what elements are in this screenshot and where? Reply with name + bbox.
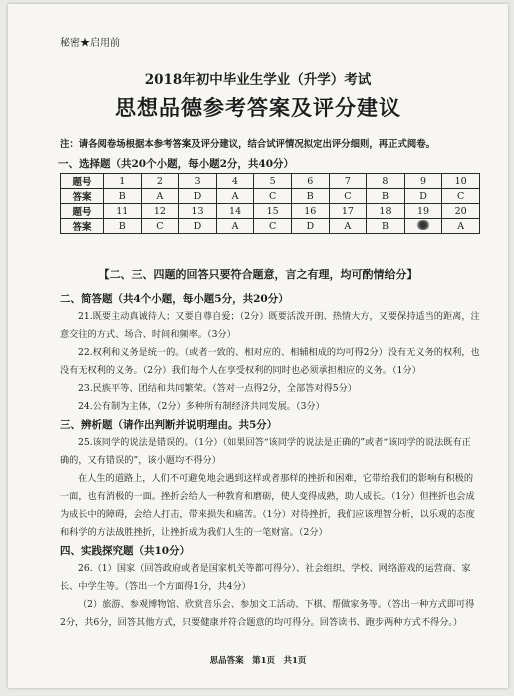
- grading-note: 注：请各阅卷场根据本参考答案及评分建议，结合试评情况拟定出评分细则，再正式阅卷。: [60, 139, 436, 150]
- row-label: 题号: [61, 204, 104, 219]
- question-number: 7: [329, 174, 367, 189]
- question-number: 10: [442, 174, 480, 189]
- exam-answer-page: [8, 4, 508, 688]
- answer-cell: B: [367, 219, 405, 234]
- answer-cell: B: [104, 189, 142, 204]
- answer-25-judgement: 25.该同学的说法是错误的。（1分）（如果回答“该同学的说法是正确的”或者“该同学的说法既有正确的，又有错误的”，该小题均不得分）: [60, 437, 471, 466]
- answer-26-part2: （2）旅游、参观博物馆、欣赏音乐会、参加文工活动、下棋、帮做家务等。（答出一种方式即可得2分，共6分，回答其他方式，只要健康并符合题意的均可得分。回答读书、跑步两种方式不得分。）: [60, 599, 475, 628]
- answer-cell: D: [179, 219, 217, 234]
- answer-cell: C: [254, 219, 292, 234]
- analysis-section: [60, 416, 480, 542]
- question-number: 3: [179, 174, 217, 189]
- question-number: 1: [104, 174, 142, 189]
- answer-cell: C: [254, 189, 292, 204]
- section-heading-analysis: 三、辨析题（请作出判断并说明理由。共5分）: [60, 419, 278, 431]
- practice-section: [60, 542, 480, 632]
- row-label: 答案: [61, 189, 104, 204]
- answer-cell: D: [179, 189, 217, 204]
- smudged-answer-cell: [404, 219, 442, 234]
- answer-cell: D: [404, 189, 442, 204]
- answer-cell: A: [329, 219, 367, 234]
- answer-cell: B: [291, 189, 329, 204]
- short-answer-section: [60, 290, 480, 416]
- question-number: 12: [141, 204, 179, 219]
- question-number: 20: [442, 204, 480, 219]
- ink-smudge: [416, 220, 430, 230]
- answer-cell: A: [216, 219, 254, 234]
- answer-cell: A: [442, 219, 480, 234]
- answer-cell: D: [291, 219, 329, 234]
- question-number: 4: [216, 174, 254, 189]
- table-row: [61, 174, 480, 189]
- section-heading-short-answer: 二、简答题（共4个小题，每小题5分，共20分）: [60, 293, 289, 305]
- question-number: 11: [104, 204, 142, 219]
- question-number: 6: [291, 174, 329, 189]
- question-number: 13: [179, 204, 217, 219]
- question-number: 19: [404, 204, 442, 219]
- answer-22: 22.权利和义务是统一的。（或者一致的、相对应的、相辅相成的均可得2分）没有无义务的权利，也没有无权利的义务。（2分）我们每个人在享受权利的同时也必须承担相应的义务。（1分）: [60, 347, 480, 376]
- answer-table: [60, 173, 480, 234]
- section-heading-choice: 一、选择题（共20个小题，每小题2分，共40分）: [58, 158, 295, 170]
- answer-cell: C: [329, 189, 367, 204]
- answer-cell: B: [104, 219, 142, 234]
- question-number: 17: [329, 204, 367, 219]
- row-label: 答案: [61, 219, 104, 234]
- answer-cell: A: [216, 189, 254, 204]
- question-number: 8: [367, 174, 405, 189]
- answer-cell: C: [141, 219, 179, 234]
- answer-cell: B: [367, 189, 405, 204]
- table-row: [61, 204, 480, 219]
- question-number: 14: [216, 204, 254, 219]
- answer-cell: C: [442, 189, 480, 204]
- page-title: 思想品德参考答案及评分建议: [115, 95, 401, 120]
- page-footer: 思品答案 第1页 共1页: [209, 656, 307, 666]
- answer-23: 23.民族平等、团结和共同繁荣。（答对一点得2分，全部答对得5分）: [78, 383, 357, 394]
- secret-label: 秘密★启用前: [60, 38, 120, 49]
- answer-26-part1: 26.（1）国家（回答政府或者是国家机关等都可得分）、社会组织、学校、网络游戏的运营商、家长、中学生等。（答出一个方面得1分，共4分）: [60, 563, 471, 592]
- question-number: 5: [254, 174, 292, 189]
- question-number: 9: [404, 174, 442, 189]
- question-number: 15: [254, 204, 292, 219]
- answer-24: 24.公有制为主体，（2分）多种所有制经济共同发展。（3分）: [78, 401, 325, 412]
- answer-21: 21.既要主动真诚待人；又要自尊自爱；（2分）既要活泼开朗、热情大方，又要保持适当的距离，注意交往的方式、场合、时间和频率。（3分）: [60, 311, 480, 340]
- table-row: [61, 219, 480, 234]
- section-heading-practice: 四、实践探究题（共10分）: [60, 545, 191, 557]
- row-label: 题号: [61, 174, 104, 189]
- answer-cell: A: [141, 189, 179, 204]
- table-row: [61, 189, 480, 204]
- subjective-grading-note: 【二、三、四题的回答只要符合题意，言之有理，均可酌情给分】: [98, 268, 418, 281]
- question-number: 2: [141, 174, 179, 189]
- exam-title: 2018年初中毕业生学业（升学）考试: [144, 72, 372, 88]
- question-number: 16: [291, 204, 329, 219]
- answer-25-reason: 在人生的道路上，人们不可避免地会遇到这样或者那样的挫折和困难，它带给我们的影响有积极的一面，也有消极的一面。挫折会给人一种教育和磨砺，使人变得成熟，助人成长。（1分）但挫折也会成为成长中的障碍，会给人打击，带来损失和痛苦。（1分）对待挫折，我们应该理智分析，以乐观的态度和科学的方法战胜挫折，让挫折成为我们人生的一笔财富。（2分）: [60, 473, 475, 538]
- question-number: 18: [367, 204, 405, 219]
